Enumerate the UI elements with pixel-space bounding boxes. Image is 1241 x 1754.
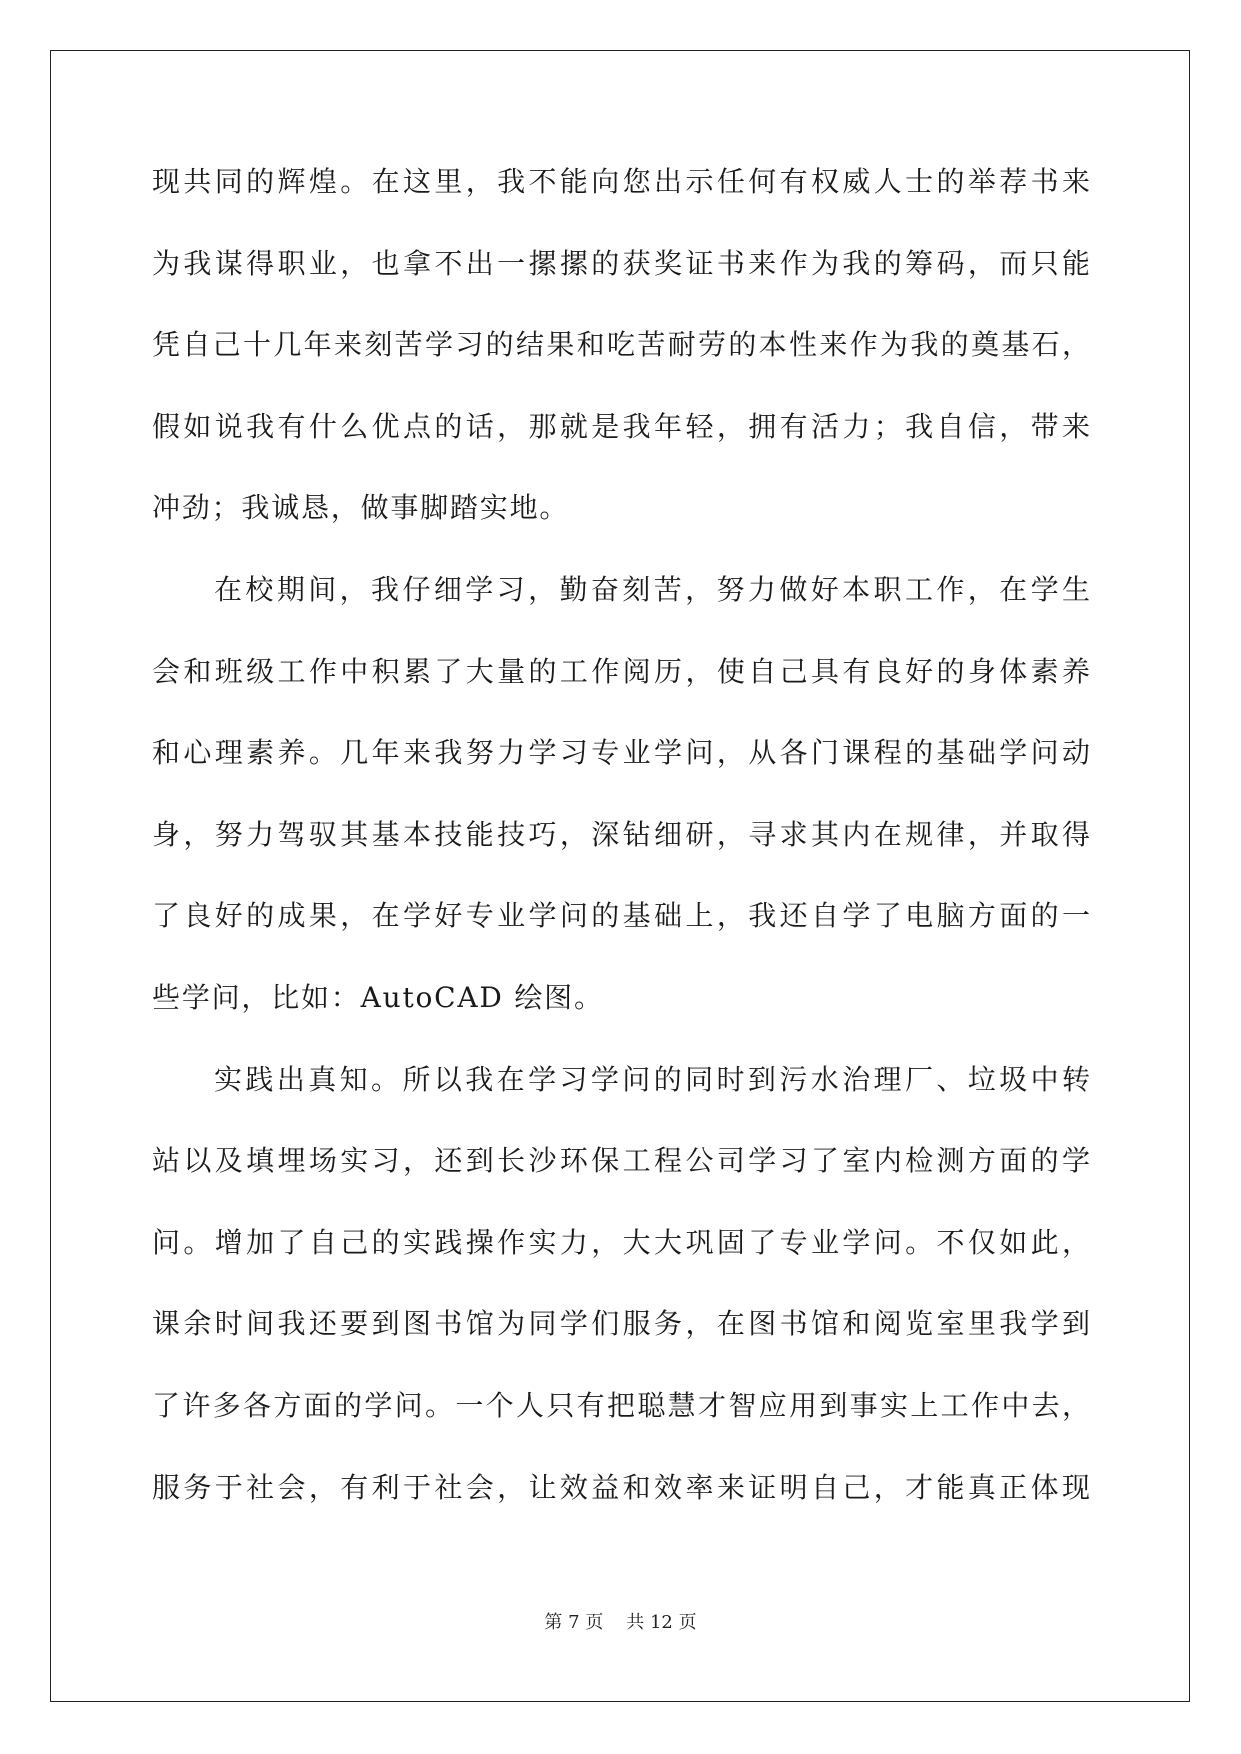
paragraph-first-line: 在校期间，我仔细学习，勤奋刻苦，努力做好本职工作，在学生	[214, 572, 1090, 606]
text-line: 些学问，比如：AutoCAD 绘图。	[152, 980, 604, 1014]
page-footer	[0, 1612, 1241, 1634]
page-number: 第 7 页	[544, 1612, 604, 1633]
page-total: 共 12 页	[626, 1612, 697, 1633]
text-line: 假如说我有什么优点的话，那就是我年轻，拥有活力；我自信，带来	[152, 409, 1090, 443]
text-line: 问。增加了自己的实践操作实力，大大巩固了专业学问。不仅如此，	[152, 1225, 1090, 1259]
text-line: 课余时间我还要到图书馆为同学们服务，在图书馆和阅览室里我学到	[152, 1307, 1090, 1341]
text-line: 了良好的成果，在学好专业学问的基础上，我还自学了电脑方面的一	[152, 899, 1090, 933]
text-line: 冲劲；我诚恳，做事脚踏实地。	[152, 491, 570, 525]
text-line: 身，努力驾驭其基本技能技巧，深钻细研，寻求其内在规律，并取得	[152, 817, 1090, 851]
text-line: 和心理素养。几年来我努力学习专业学问，从各门课程的基础学问动	[152, 736, 1090, 770]
text-line: 凭自己十几年来刻苦学习的结果和吃苦耐劳的本性来作为我的奠基石，	[152, 328, 1090, 362]
text-line: 为我谋得职业，也拿不出一摞摞的获奖证书来作为我的筹码，而只能	[152, 246, 1090, 280]
document-body	[152, 162, 1090, 1549]
paragraph-first-line: 实践出真知。所以我在学习学问的同时到污水治理厂、垃圾中转	[214, 1062, 1090, 1096]
text-line: 站以及填埋场实习，还到长沙环保工程公司学习了室内检测方面的学	[152, 1144, 1090, 1178]
text-line: 服务于社会，有利于社会，让效益和效率来证明自己，才能真正体现	[152, 1470, 1090, 1504]
text-line: 现共同的辉煌。在这里，我不能向您出示任何有权威人士的举荐书来	[152, 165, 1090, 198]
text-line: 会和班级工作中积累了大量的工作阅历，使自己具有良好的身体素养	[152, 654, 1090, 688]
text-line: 了许多各方面的学问。一个人只有把聪慧才智应用到事实上工作中去，	[152, 1388, 1090, 1422]
